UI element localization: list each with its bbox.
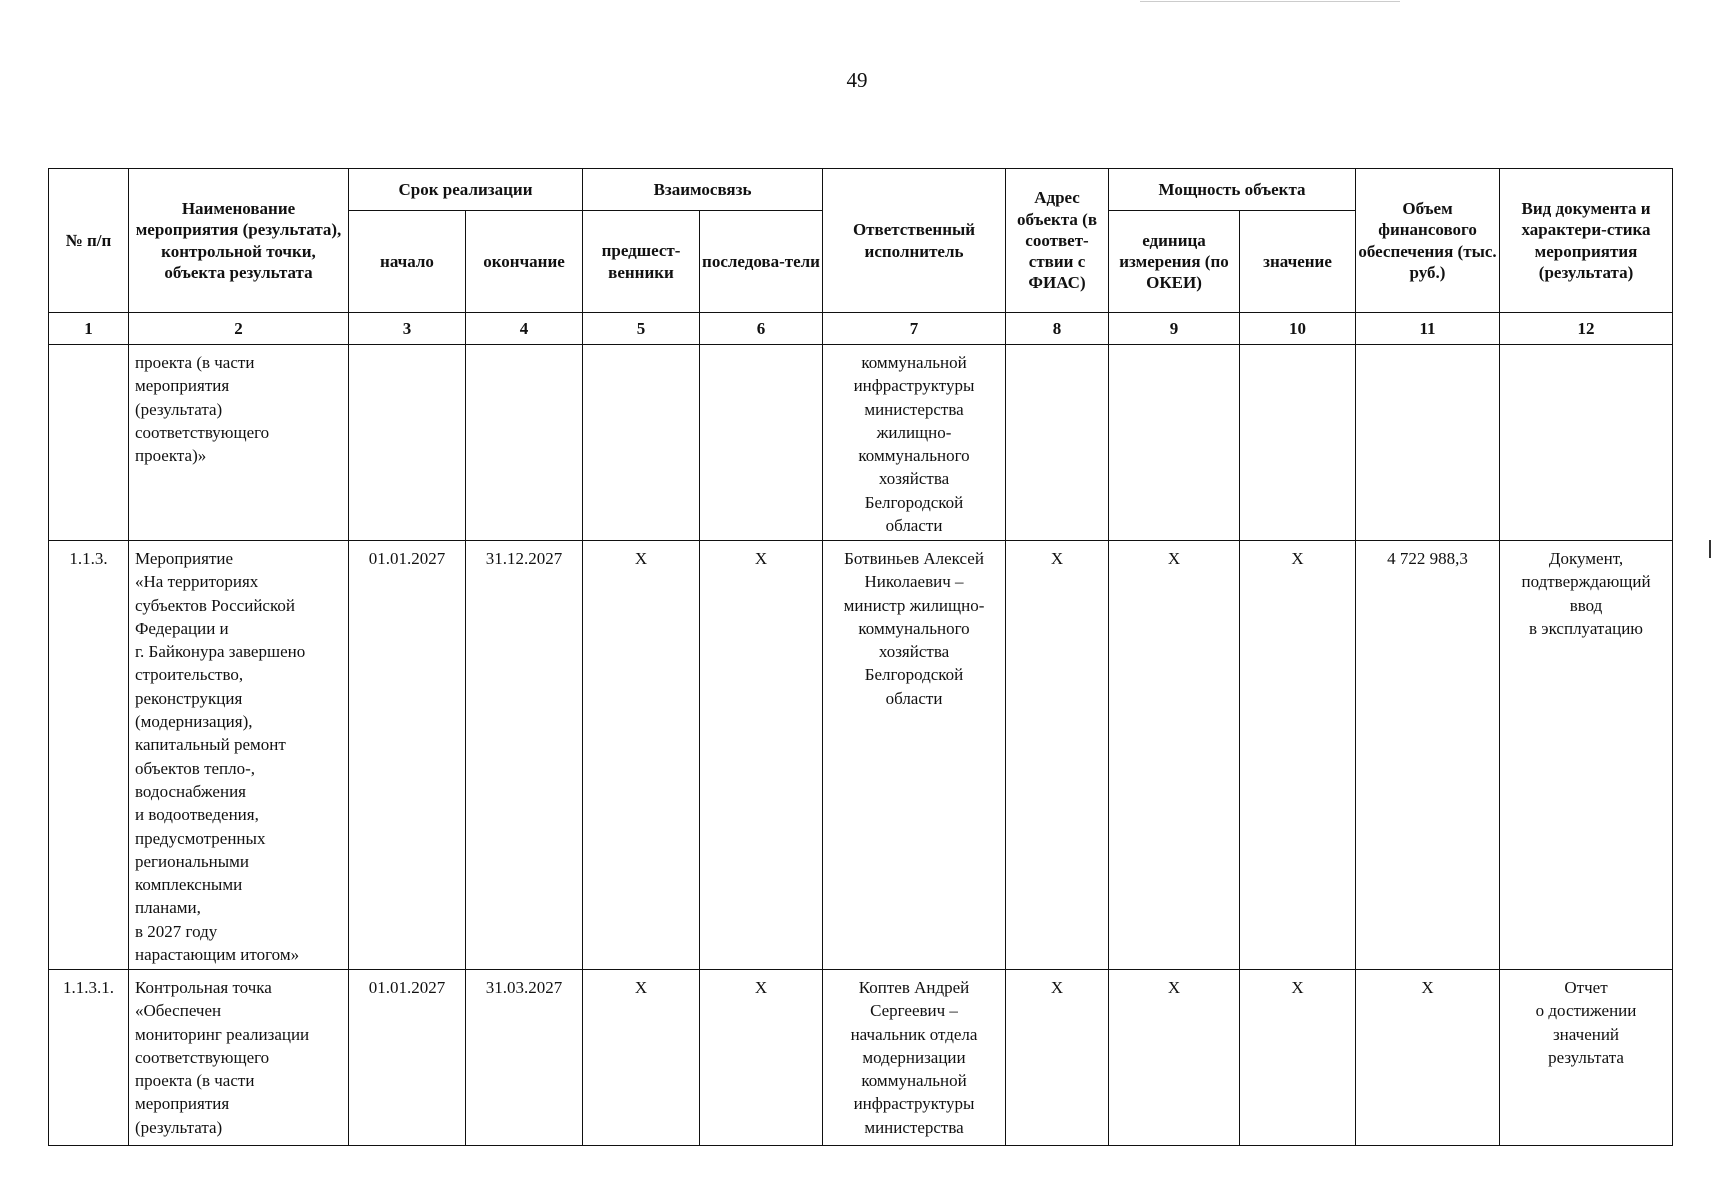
cell-executor [823, 345, 1006, 541]
cell-no [49, 345, 129, 541]
cell-name-line: Федерации и [135, 618, 229, 638]
cell-address [1006, 345, 1109, 541]
cell-name-line: и водоотведения, [135, 805, 259, 825]
header-relation-prev: предшест-венники [583, 211, 700, 313]
cell-doc-type-line: результата [1548, 1047, 1624, 1067]
page-number: 49 [846, 68, 868, 92]
header-relation: Взаимосвязь [583, 169, 823, 211]
cell-name-line: предусмотренных [135, 828, 266, 848]
cell-name-line: мероприятия [135, 1094, 230, 1114]
column-number: 12 [1500, 313, 1673, 345]
header-executor: Ответственный исполнитель [823, 169, 1006, 313]
cell-value [1240, 345, 1356, 541]
cell-next [700, 345, 823, 541]
cell-end: 31.03.2027 [466, 970, 583, 1146]
cell-name [129, 970, 349, 1146]
cell-executor-line: начальник отдела [850, 1024, 978, 1044]
cell-value: X [1240, 970, 1356, 1146]
cell-name-line: строительство, [135, 665, 244, 685]
cell-executor-line: Николаевич – [864, 572, 964, 592]
cell-doc-type-line: подтверждающий [1521, 572, 1651, 592]
header-capacity-value: значение [1240, 211, 1356, 313]
cell-executor-line: Коптев Андрей [858, 978, 970, 997]
cell-address: X [1006, 970, 1109, 1146]
cell-executor-line: инфраструктуры [853, 376, 975, 396]
column-number: 6 [700, 313, 823, 345]
cell-finance [1356, 345, 1500, 541]
cell-name-line: соответствующего [135, 422, 270, 442]
cell-name-line: проекта (в части [135, 353, 255, 372]
cell-end [466, 345, 583, 541]
header-finance: Объем финансового обеспечения (тыс. руб.) [1356, 169, 1500, 313]
cell-executor-line: области [885, 516, 943, 536]
cell-name-line: мониторинг реализации [135, 1024, 310, 1044]
table-body [49, 345, 1673, 1146]
cell-name-line: планами, [135, 898, 201, 918]
cell-next: X [700, 970, 823, 1146]
column-number: 3 [349, 313, 466, 345]
cell-prev: X [583, 970, 700, 1146]
cell-start [349, 345, 466, 541]
header-term-start: начало [349, 211, 466, 313]
cell-name-line: (результата) [135, 399, 223, 419]
column-number: 9 [1109, 313, 1240, 345]
cell-executor-line: жилищно- [876, 422, 952, 442]
cell-name-line: «Обеспечен [135, 1001, 222, 1021]
cell-no: 1.1.3. [49, 541, 129, 970]
cell-unit: X [1109, 541, 1240, 970]
header-name: Наименование мероприятия (результата), контрольной точки, объекта результата [129, 169, 349, 313]
cell-address: X [1006, 541, 1109, 970]
cell-finance: 4 722 988,3 [1356, 541, 1500, 970]
column-number: 4 [466, 313, 583, 345]
scan-edge-mark [1709, 540, 1711, 558]
activities-table [48, 168, 1673, 1146]
cell-doc-type [1500, 345, 1673, 541]
cell-doc-type-line: Отчет [1564, 978, 1608, 997]
cell-executor [823, 970, 1006, 1146]
cell-executor-line: коммунальной [861, 353, 967, 372]
cell-name-line: мероприятия [135, 376, 230, 396]
cell-doc-type-line: Документ, [1548, 549, 1624, 568]
cell-doc-type-line: в эксплуатацию [1529, 618, 1644, 638]
cell-name-line: субъектов Российской [135, 595, 295, 615]
header-capacity: Мощность объекта [1109, 169, 1356, 211]
cell-name-line: соответствующего [135, 1047, 270, 1067]
cell-unit [1109, 345, 1240, 541]
column-number-row [49, 313, 1673, 345]
column-number: 2 [129, 313, 349, 345]
cell-name-line: проекта)» [135, 446, 207, 466]
cell-executor-line: коммунального [858, 618, 970, 638]
column-number: 10 [1240, 313, 1356, 345]
cell-name-line: (результата) [135, 1117, 223, 1137]
cell-doc-type-line: о достижении [1535, 1001, 1637, 1021]
column-number: 1 [49, 313, 129, 345]
table-row [49, 970, 1673, 1146]
table-header [49, 169, 1673, 345]
cell-finance: X [1356, 970, 1500, 1146]
cell-prev: X [583, 541, 700, 970]
header-no: № п/п [49, 169, 129, 313]
cell-executor-line: модернизации [862, 1047, 966, 1067]
cell-executor-line: Ботвиньев Алексей [844, 549, 984, 568]
column-number: 11 [1356, 313, 1500, 345]
header-doc-type: Вид документа и характери-стика мероприятия (результата) [1500, 169, 1673, 313]
cell-executor-line: инфраструктуры [853, 1094, 975, 1114]
cell-unit: X [1109, 970, 1240, 1146]
cell-name-line: в 2027 году [135, 921, 218, 941]
cell-prev [583, 345, 700, 541]
cell-name-line: Контрольная точка [135, 978, 272, 997]
header-address: Адрес объекта (в соответ-ствии с ФИАС) [1006, 169, 1109, 313]
table-row [49, 541, 1673, 970]
cell-name-line: региональными [135, 851, 250, 871]
header-term-end: окончание [466, 211, 583, 313]
cell-executor-line: области [885, 688, 943, 708]
cell-name-line: объектов тепло-, [135, 758, 256, 778]
cell-end: 31.12.2027 [466, 541, 583, 970]
cell-name [129, 345, 349, 541]
cell-executor [823, 541, 1006, 970]
cell-name-line: Мероприятие [135, 549, 234, 568]
cell-value: X [1240, 541, 1356, 970]
header-capacity-unit: единица измерения (по ОКЕИ) [1109, 211, 1240, 313]
cell-name-line: (модернизация), [135, 712, 253, 732]
cell-name-line: «На территориях [135, 572, 259, 592]
column-number: 7 [823, 313, 1006, 345]
cell-executor-line: коммунального [858, 446, 970, 466]
cell-no: 1.1.3.1. [49, 970, 129, 1146]
cell-executor-line: Белгородской [864, 492, 964, 512]
cell-name-line: г. Байконура завершено [135, 642, 306, 662]
cell-executor-line: министерства [864, 399, 964, 419]
cell-executor-line: Сергеевич – [870, 1001, 958, 1021]
cell-next: X [700, 541, 823, 970]
column-number: 5 [583, 313, 700, 345]
cell-executor-line: хозяйства [878, 469, 950, 489]
scan-artifact-line [1140, 1, 1400, 2]
cell-doc-type [1500, 970, 1673, 1146]
cell-doc-type-line: значений [1552, 1024, 1620, 1044]
cell-name-line: реконструкция [135, 688, 243, 708]
cell-name-line: водоснабжения [135, 781, 246, 801]
header-relation-next: последова-тели [700, 211, 823, 313]
cell-executor-line: министерства [864, 1117, 964, 1137]
cell-executor-line: Белгородской [864, 665, 964, 685]
table-row [49, 345, 1673, 541]
cell-name [129, 541, 349, 970]
cell-name-line: проекта (в части [135, 1071, 255, 1091]
cell-doc-type [1500, 541, 1673, 970]
cell-name-line: капитальный ремонт [135, 735, 286, 755]
cell-executor-line: коммунальной [861, 1071, 967, 1091]
column-number: 8 [1006, 313, 1109, 345]
cell-name-line: нарастающим итогом» [135, 945, 300, 965]
header-term: Срок реализации [349, 169, 583, 211]
cell-name-line: комплексными [135, 875, 243, 895]
cell-start: 01.01.2027 [349, 970, 466, 1146]
cell-doc-type-line: ввод [1569, 595, 1603, 615]
cell-executor-line: министр жилищно- [843, 595, 985, 615]
cell-executor-line: хозяйства [878, 642, 950, 662]
cell-start: 01.01.2027 [349, 541, 466, 970]
